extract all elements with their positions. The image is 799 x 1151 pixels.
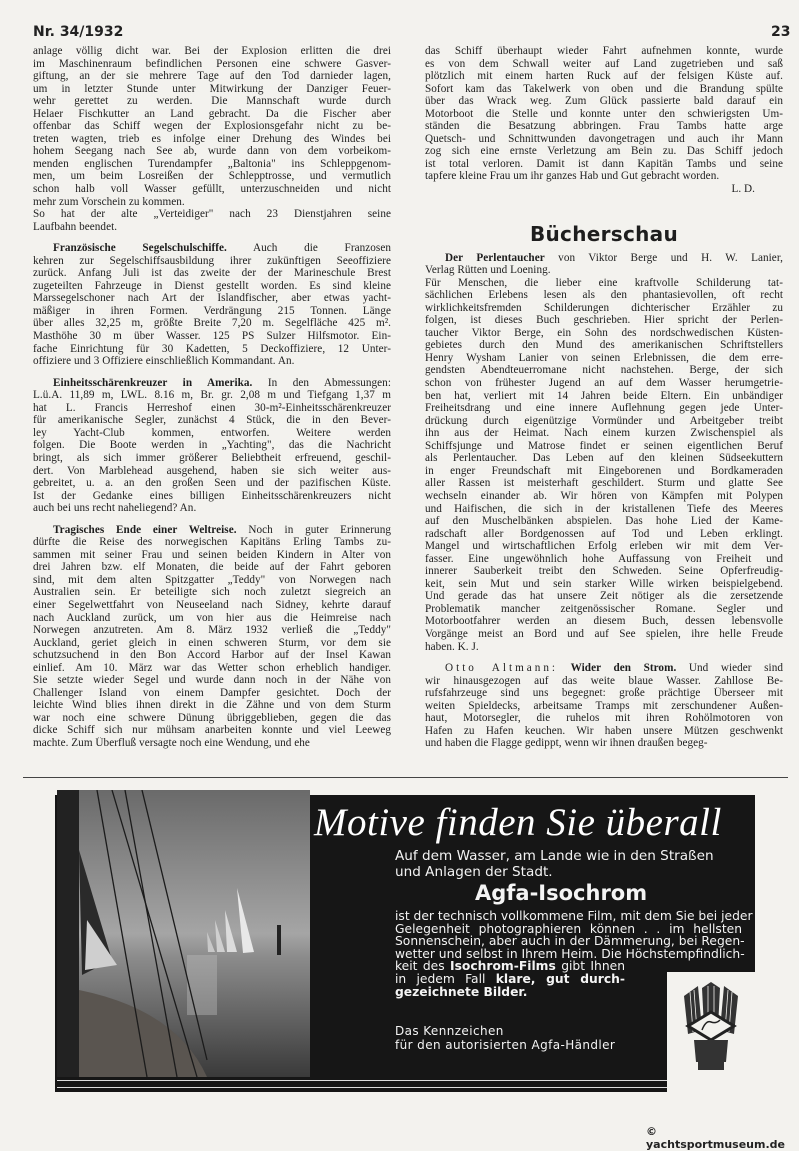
book-wider-den-strom bbox=[425, 662, 783, 750]
text-line: ständen die Besatzung abbringen. Frau Tambs hatte arge bbox=[425, 120, 783, 133]
text-line: sammen mit seiner Frau und seinen beiden Kindern in Alter von bbox=[33, 548, 391, 561]
text-line: und haben die Flagge gedippt, wenn wir ihnen draußen begeg- bbox=[425, 737, 708, 750]
article-weltreise-continued bbox=[425, 45, 783, 183]
text-line: sächlichen Erlebens lesen als den phantasievollen, oft recht bbox=[425, 289, 783, 302]
text-line: gebreitet, u. a. an den großen Seen und der pazifischen Küste. bbox=[33, 477, 391, 490]
agfa-dealer-logo-icon bbox=[680, 982, 742, 1072]
text-line: einer Segelwettfahrt von Neuseeland nach Sidney, kehrte darauf bbox=[33, 598, 391, 611]
text-line: tapfere kleine Frau um ihr ganzes Hab und Gut gebracht worden. bbox=[425, 170, 720, 183]
text-line: das Schiff überhaupt wieder Fahrt aufnehmen konnte, wurde bbox=[425, 45, 783, 57]
text-line: So hat der alte „Verteidiger" nach 23 Dienstjahren seine bbox=[33, 208, 391, 221]
ad-headline: Motive finden Sie überall bbox=[314, 801, 722, 844]
text-line: Henry Wysham Lanier von seinen Erlebnissen, die dem erre- bbox=[425, 351, 783, 364]
divider-rule bbox=[23, 777, 788, 778]
text-line: ley Yacht-Club kommen, entworfen. Weitere werden bbox=[33, 426, 391, 439]
text-line: machte. Zum Überfluß versagte noch eine Wendung, und ehe bbox=[33, 736, 310, 749]
text-line: wir hinausgezogen auf das weite blaue Wasser. Zahllose Be- bbox=[425, 674, 783, 687]
text-line: hohem Seegang nach See ab, wurde dann von dem vorbeikom- bbox=[33, 145, 391, 158]
article-title: Tragisches Ende einer Weltreise. bbox=[53, 523, 237, 536]
text-line: keit, sein Mut und sein starker Wille wirken beispielgebend. bbox=[425, 577, 783, 590]
text-line: Australien sein. Er beteiligte sich noch zuletzt siegreich an bbox=[33, 586, 391, 599]
ad-footer-line: Das Kennzeichen bbox=[395, 1024, 504, 1038]
book-perlentaucher-meta bbox=[425, 252, 783, 277]
text-line: schutzsuchend in den Bon Accord Harbor auf der Insel Kawan bbox=[33, 649, 391, 662]
ad-footer bbox=[395, 1025, 615, 1052]
text-line: weiten Spieldecks, arbeitsame Tramps mit zerschundener Außen- bbox=[425, 699, 783, 712]
text-line: mehr zum Vorschein zu kommen. bbox=[33, 195, 185, 208]
ad-footer-line: für den autorisierten Agfa-Händler bbox=[395, 1037, 616, 1052]
text-line: anlage völlig dicht war. Bei der Explosion erlitten die drei bbox=[33, 45, 391, 57]
text-line: Problematik mancher zeitgenössischer Romane. Segler und bbox=[425, 602, 783, 615]
text-line: Mangel und wirtschaftlichen Erfolg erleben wir mit dem Ver- bbox=[425, 540, 783, 553]
article-verteidiger-closing bbox=[33, 208, 391, 233]
ad-body-line: Sonnenschein, aber auch in der Dämmerung, bei Regen- bbox=[395, 934, 745, 949]
text-line: einlief. Am 10. März war das Wetter schon erheblich handiger. bbox=[33, 661, 391, 674]
text-line: menden englischen Turendampfer „Baltonia" ins Schleppgenom- bbox=[33, 157, 391, 170]
text-line: wirklichkeitsfremden Schilderungen dichterischer Erzähler zu bbox=[425, 301, 783, 314]
text-line: Marssegelschoner nach Art der Islandfischer, aber etwas yacht- bbox=[33, 292, 391, 305]
ad-intro bbox=[395, 848, 714, 880]
ad-emphasis: gezeichnete Bilder. bbox=[395, 984, 528, 999]
ad-brand-name: Agfa-Isochrom bbox=[475, 881, 648, 905]
text-line-content: Noch in guter Erinnerung bbox=[248, 523, 391, 536]
text-line: Sie setzte wieder Segel und wurde dann noch in der Nähe von bbox=[33, 674, 391, 687]
ad-body-line: ist der technisch vollkommene Film, mit dem Sie bei jeder bbox=[395, 909, 753, 923]
text-line: fache Einrichtung für 30 Kadetten, 5 Deckoffiziere, 12 Unter- bbox=[33, 342, 391, 355]
ad-emphasis: klare, gut durch- bbox=[495, 971, 625, 986]
ad-border-lines bbox=[57, 1080, 755, 1088]
text-line: Freiheitsdrang und eine innere Auflehnung gegen jede Unter- bbox=[425, 402, 783, 415]
ad-product-name: Isochrom-Films bbox=[450, 959, 556, 974]
text-line: fasser. Eine ungewöhnlich hohe Auffassung von Freiheit und bbox=[425, 552, 783, 565]
ad-text: keit des bbox=[395, 959, 451, 974]
book-perlentaucher-review bbox=[425, 277, 783, 653]
text-line: Motorbootfahrer werden an diesem Buch, dessen lebensvolle bbox=[425, 615, 783, 628]
text-line: haben. K. J. bbox=[425, 640, 479, 653]
text-line: bringt, als sich immer größerer Beliebtheit erfreuend, geschil- bbox=[33, 451, 391, 464]
text-line: Hafen zu Hafen keuchen. Wir haben unsere Mützen geschwenkt bbox=[425, 724, 783, 737]
article-title: Wider den Strom. bbox=[570, 662, 677, 675]
ad-intro-line: Auf dem Wasser, am Lande wie in den Straßen bbox=[395, 848, 714, 864]
text-line: radschaft aller Bordgenossen auf Tod und Leben erklingt. bbox=[425, 527, 783, 540]
text-line: Laufbahn beendet. bbox=[33, 220, 118, 233]
text-line: auf den Muschelbänken abspielen. Das hohe Lied der Kame- bbox=[425, 515, 783, 528]
text-line: Auckland, geriet gleich in einen schweren Sturm, vor dem sie bbox=[33, 636, 391, 649]
text-line: treten wagten, trieb es infolge einer Drehung des Windes bei bbox=[33, 132, 391, 145]
text-line-content: Und wieder sind bbox=[688, 662, 783, 675]
page-number: 23 bbox=[771, 24, 791, 40]
text-line: schon halb voll Wasser gefüllt, unterzuschneiden und nicht bbox=[33, 183, 391, 196]
text-line: offenbar das Schiff wegen der Explosionsgefahr nicht zu be- bbox=[33, 120, 391, 133]
text-line: Ist der Gedanke eines billigen Einheitsschärenkreuzers nicht bbox=[33, 489, 391, 502]
text-line: men, um beim Losreißen der Schlepptrosse, und vermutlich bbox=[33, 170, 391, 183]
text-line: Und gerade das hat unsere Zeit nötiger als die zersetzende bbox=[425, 590, 783, 603]
text-line: drückung durch eigenützige Vormünder und Arbeitgeber treibt bbox=[425, 414, 783, 427]
text-line: folgen. Die Boote werden in „Yachting", das die Nachricht bbox=[33, 439, 391, 452]
text-line: plötzlich mit einem harten Ruck auf der felsigen Küste auf. bbox=[425, 70, 783, 83]
text-line bbox=[33, 242, 391, 255]
text-line: ihn aus der Heimat. Nach einem kurzen Zwischenspiel als bbox=[425, 427, 783, 440]
ad-text: gibt Ihnen bbox=[555, 959, 625, 974]
text-line-content: Auch die Franzosen bbox=[252, 242, 391, 255]
article-segelschulschiffe bbox=[33, 242, 391, 367]
text-line: rufsfahrzeuge sind uns begegnet: große prächtige Überseer mit bbox=[425, 687, 783, 700]
text-line: über das Wrack weg. Zum Glück passierte bald darauf ein bbox=[425, 95, 783, 108]
ad-text: in jedem Fall bbox=[395, 971, 496, 986]
text-line: Sofort kam das Takelwerk von oben und die Brandung spülte bbox=[425, 82, 783, 95]
text-line: nach Auckland zurück, um von hier aus die Heimreise nach bbox=[33, 611, 391, 624]
text-line: gebietes durch den Mund des amerikanischen Schriftstellers bbox=[425, 339, 783, 352]
text-line: zugeteilten Fahrzeuge in Dienst gestellt worden. Es sind kleine bbox=[33, 279, 391, 292]
text-line: über alles 32,25 m, größte Breite 7,20 m. Segelfläche 425 m². bbox=[33, 317, 391, 330]
text-line: Quetsch- und Schnittwunden davongetragen und auch ihr Mann bbox=[425, 132, 783, 145]
text-line: wechseln einander ab. Wir hören von Kämpfen mit Polypen bbox=[425, 489, 783, 502]
text-line: zog sich eine ernste Verletzung am Bein zu. Das Schiff jedoch bbox=[425, 145, 783, 158]
text-line: im Maschinenraum befindlichen Personen eine schwere Gasver- bbox=[33, 57, 391, 70]
copyright-watermark: © yachtsportmuseum.de bbox=[646, 1125, 785, 1151]
text-line: kehren zur Segelschiffsausbildung ihrer zukünftigen Seeoffiziere bbox=[33, 254, 391, 267]
text-line: auch bei uns recht naheliegend? An. bbox=[33, 502, 197, 515]
text-line: Motorboot die Stelle und konnte unter den schwierigsten Um- bbox=[425, 107, 783, 120]
text-line: in enger Freundschaft mit Eingeborenen und Bordkameraden bbox=[425, 464, 783, 477]
article-weltreise bbox=[33, 524, 391, 750]
left-column bbox=[33, 45, 391, 750]
book-author: Otto Altmann: bbox=[445, 662, 559, 675]
text-line: taucher Viktor Berge, ein Sohn des nordschwedischen Küsten- bbox=[425, 326, 783, 339]
text-line: gendsten Abendteuerromane nicht nachstehen. Berge, der sich bbox=[425, 364, 783, 377]
text-line: offiziere und 3 Offiziere einschließlich Kommandant. An. bbox=[33, 355, 295, 368]
article-title: Einheitsschärenkreuzer in Amerika. bbox=[53, 376, 253, 389]
text-line: zurück. Anfang Juli ist das zweite der der Marineschule Brest bbox=[33, 267, 391, 280]
text-line: Helaer Fischkutter an Land gebracht. Da die Fischer aber bbox=[33, 107, 391, 120]
text-line: hat L. Francis Herreshof einen 30-m²-Einheitsschärenkreuzer bbox=[33, 401, 391, 414]
text-line: Vorgänge meist an Bord und auf See spielen, ihre helle Freude bbox=[425, 627, 783, 640]
section-heading: Bücherschau bbox=[529, 221, 679, 246]
text-line: für amerikanische Segler, zunächst 4 Stück, die in den Bever- bbox=[33, 414, 391, 427]
text-line: leichte Wind blies ihnen direkt in die Zähne und von dem Sturm bbox=[33, 699, 391, 712]
text-line: Masthöhe 30 m über Wasser. 125 PS Sulzer Hilfsmotor. Ein- bbox=[33, 330, 391, 343]
issue-number: Nr. 34/1932 bbox=[33, 24, 124, 40]
text-line: folgen, ist dieses Buch geschrieben. Hier spricht der Perlen- bbox=[425, 314, 783, 327]
article-explosion-continued bbox=[33, 45, 391, 208]
text-line: dicke Schiff sich nur mühsam anarbeiten konnte und viel Leeweg bbox=[33, 724, 391, 737]
text-line bbox=[425, 662, 783, 675]
text-line: und Haifischen, die sich in der kristallenen Tiefe des Meeres bbox=[425, 502, 783, 515]
text-line: wehr gerettet zu werden. Die Mannschaft wurde durch bbox=[33, 95, 391, 108]
text-line: L.ü.A. 11,89 m, LWL. 8.16 m, Br. gr. 2,08 m und Tiefgang 1,37 m bbox=[33, 389, 391, 402]
text-line-content: In den Abmessungen: bbox=[267, 376, 391, 389]
text-line: es von dem Schwall weiter auf Land zugetrieben und saß bbox=[425, 57, 783, 70]
text-line bbox=[33, 524, 391, 537]
text-line: Challenger Island von einem Dampfer gesichtet. Doch der bbox=[33, 686, 391, 699]
text-line: aller Rassen ist meisterhaft geschildert. Sturm und glatte See bbox=[425, 477, 783, 490]
ad-body-line: Gelegenheit photographieren können . . im hellsten bbox=[395, 921, 742, 936]
article-title: Französische Segelschulschiffe. bbox=[53, 242, 227, 255]
text-line: Norwegen anzutreten. Am 8. März 1932 verließ die „Teddy" bbox=[33, 624, 391, 637]
text-line: dert. Von Marblehead ausgehend, haben sie sich weiter aus- bbox=[33, 464, 391, 477]
text-line: innerer Sauberkeit treibt den Schweden. Seine Opferfreudig- bbox=[425, 565, 783, 578]
article-schaerenkreuzer bbox=[33, 377, 391, 515]
text-line: giftung, an der sie mehrere Tage auf den Tod darnieder lagen, bbox=[33, 70, 391, 83]
text-line: drei Jahren bzw. elf Monaten, die beide auf der Fahrt geboren bbox=[33, 561, 391, 574]
author-initials: L. D. bbox=[731, 183, 755, 196]
text-line: als Perlentaucher. Das Leben auf den kleinen Südseekuttern bbox=[425, 452, 783, 465]
text-line: dürfte die Reise des norwegischen Kapitäns Erling Tambs zu- bbox=[33, 536, 391, 549]
text-line: Verlag Rütten und Loening. bbox=[425, 264, 551, 277]
ad-intro-line: und Anlagen der Stadt. bbox=[395, 864, 553, 880]
text-line: sind, mit dem alten Spitzgatter „Teddy" von Norwegen nach bbox=[33, 573, 391, 586]
text-line: um in letzter Stunde unter Mitwirkung der Danziger Feuer- bbox=[33, 82, 391, 95]
text-line bbox=[33, 377, 391, 390]
text-line: ist total verloren. Damit ist dann Kapitän Tambs und seine bbox=[425, 157, 783, 170]
text-line: war noch eine schwere Dünung übriggeblieben, gegen die das bbox=[33, 711, 391, 724]
text-line: mäßiger in ihren Formen. Verdrängung 215 Tonnen. Länge bbox=[33, 304, 391, 317]
sailing-photo bbox=[57, 790, 310, 1077]
text-line: schon von frühester Jugend an auf dem Wasser herumgetrie- bbox=[425, 377, 783, 390]
text-line: haut, Motorsegler, die ruhelos mit ihren Rohölmotoren von bbox=[425, 712, 783, 725]
right-column bbox=[425, 45, 783, 750]
text-line-content: von Viktor Berge und H. W. Lanier, bbox=[558, 251, 783, 264]
text-line: Für Menschen, die lieber eine kraftvolle Schilderung tat- bbox=[425, 276, 783, 289]
article-title: Der Perlentaucher bbox=[445, 251, 545, 264]
text-line: ben hat, verliert mit 14 Jahren beide Eltern. Ein unbändiger bbox=[425, 389, 783, 402]
text-line: Schiffsjunge und Matrose findet er seinen eigentlichen Beruf bbox=[425, 439, 783, 452]
text-line bbox=[425, 252, 783, 265]
ad-body-line: wetter und selbst in Ihrem Heim. Die Höchstempfindlich- bbox=[395, 946, 745, 961]
